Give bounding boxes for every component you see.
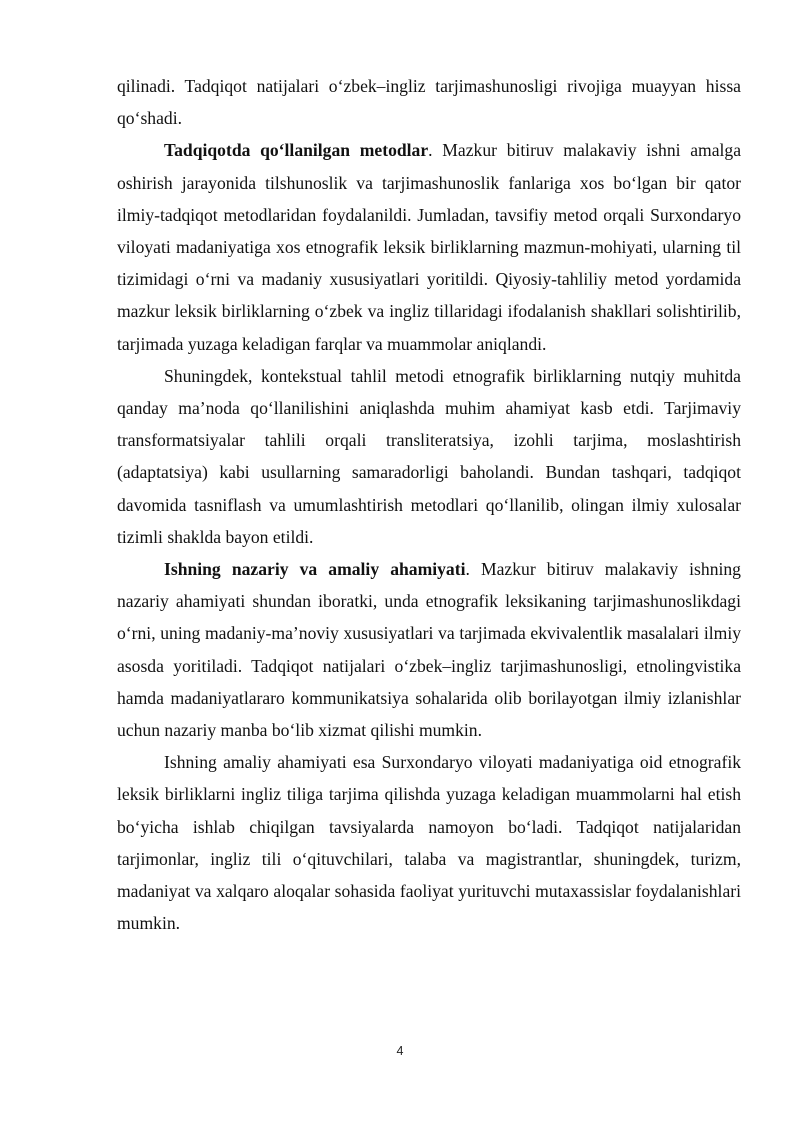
paragraph-heading-significance: Ishning nazariy va amaliy ahamiyati bbox=[164, 559, 466, 580]
paragraph-intro-continuation bbox=[117, 70, 741, 134]
paragraph-text: . Mazkur bitiruv malakaviy ishni amalga oshirish jarayonida tilshunoslik va tarjimashunoslik fanlariga xos bo‘lgan bir qator ilmiy-tadqiqot metodlaridan foydalanildi. Jumladan, tavsifiy metod orqali Surxondaryo viloyati madaniyatiga xos etnografik leksik birliklarning mazmun-mohiyati, ularning til tizimidagi o‘rni va madaniy xususiyatlari yoritildi. Qiyosiy-tahliliy metod yordamida mazkur leksik birliklarning o‘zbek va ingliz tillaridagi ifodalanish shakllari solishtirilib, tarjimada yuzaga keladigan farqlar va muammolar aniqlandi. bbox=[117, 140, 742, 354]
page-number: 4 bbox=[396, 1044, 404, 1058]
paragraph-methods bbox=[117, 134, 741, 359]
paragraph-text: Ishning amaliy ahamiyati esa Surxondaryo viloyati madaniyatiga oid etnografik leksik birliklarni ingliz tiliga tarjima qilishda yuzaga keladigan muammolarni hal etish bo‘yicha ishlab chiqilgan tavsiyalarda namoyon bo‘ladi. Tadqiqot natijalaridan tarjimonlar, ingliz tili o‘qituvchilari, talaba va magistrantlar, shuningdek, turizm, madaniyat va xalqaro aloqalar sohasida faoliyat yurituvchi mutaxassislar foydalanishlari mumkin. bbox=[117, 752, 741, 934]
document-page bbox=[117, 70, 741, 939]
paragraph-practical-significance bbox=[117, 746, 741, 939]
paragraph-text: Shuningdek, kontekstual tahlil metodi etnografik birliklarning nutqiy muhitda qanday ma’noda qo‘llanilishini aniqlashda muhim ahamiyat kasb etdi. Tarjimaviy transformatsiyalar tahlili orqali transliteratsiya, izohli tarjima, moslashtirish (adaptatsiya) kabi usullarning samaradorligi baholandi. Bundan tashqari, tadqiqot davomida tasniflash va umumlashtirish metodlari qo‘llanilib, olingan ilmiy xulosalar tizimli shaklda bayon etildi. bbox=[117, 365, 741, 547]
paragraph-text: qilinadi. Tadqiqot natijalari o‘zbek–ingliz tarjimashunosligi rivojiga muayyan hissa qo‘shadi. bbox=[117, 76, 741, 129]
paragraph-text: . Mazkur bitiruv malakaviy ishning nazariy ahamiyati shundan iboratki, unda etnografik leksikaning tarjimashunoslikdagi o‘rni, uning madaniy-ma’noviy xususiyatlari va tarjimada ekvivalentlik masalalari ilmiy asosda yoritiladi. Tadqiqot natijalari o‘zbek–ingliz tarjimashunosligi, etnolingvistika hamda madaniyatlararo kommunikatsiya sohalarida olib borilayotgan ilmiy izlanishlar uchun nazariy manba bo‘lib xizmat qilishi mumkin. bbox=[117, 559, 741, 741]
paragraph-significance bbox=[117, 553, 741, 746]
paragraph-heading-methods: Tadqiqotda qo‘llanilgan metodlar bbox=[164, 140, 429, 161]
paragraph-contextual-analysis bbox=[117, 360, 741, 553]
